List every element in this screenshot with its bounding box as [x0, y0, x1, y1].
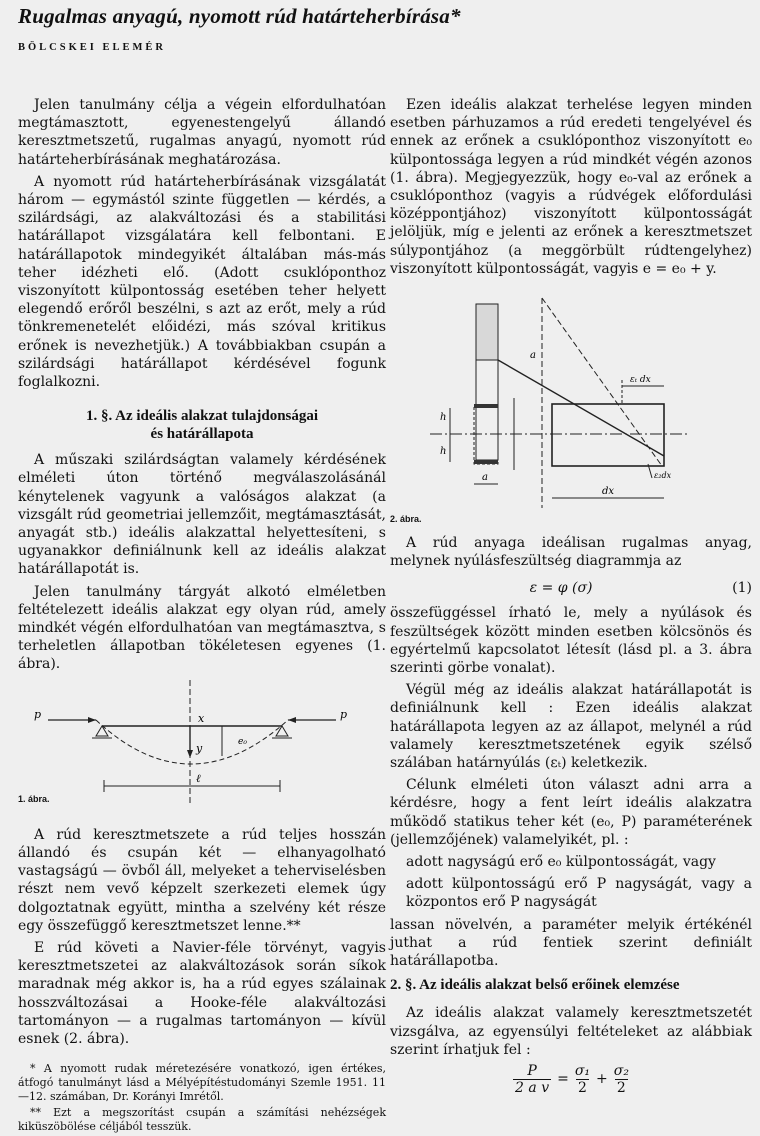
fraction-numerator: σ₂ [613, 1062, 629, 1079]
paragraph: E rúd követi a Navier-féle törvényt, vagyis keresztmetszetei az alakváltozások során síkok maradnak még akkor is, ha a rúd egyes szálainak hosszváltozásai a Hooke-féle alakváltozási tartományon — a rugalmas tartományon — kívül esnek (2. ábra). [18, 939, 386, 1047]
paragraph: A rúd anyaga ideálisan rugalmas anyag, melynek nyúlásfeszültség diagrammja az [390, 535, 752, 570]
figure-1-label: e₀ [238, 736, 247, 747]
figure-1-label: ℓ [196, 771, 201, 785]
list-item: adott külpontosságú erő P nagyságát, vagy a központos erő P nagyságát [406, 876, 752, 911]
equation-2 [390, 1063, 752, 1096]
figure-1-label: y [196, 741, 203, 755]
paragraph: A rúd keresztmetszete a rúd teljes hosszán állandó és csupán két — elhanyagolható vastagságú — övből áll, melyeket a teherviselésben részt nem vevő képzelt szerkezeti elemek úgy dolgoztatnak együtt, mintha a szelvény két része egy összefüggő keresztmetszet lenne.** [18, 826, 386, 934]
paragraph: Jelen tanulmány célja a végein elfordulhatóan megtámasztott, egyenestengelyű állandó keresztmetszetű, rugalmas anyagú, nyomott rúd határteherbírásának meghatározása. [18, 97, 386, 168]
footnote-divider [18, 1052, 386, 1062]
fraction-numerator: σ₁ [574, 1062, 591, 1079]
paragraph: Célunk elméleti úton választ adni arra a kérdésre, hogy a fent leírt ideális alakzatra működő statikus teher két (e₀, P) paraméterének (jellemzőjének) valamelyikét, pl. : [390, 777, 752, 848]
equation-1 [390, 580, 752, 596]
paragraph: Végül még az ideális alakzat határállapotát is definiálnunk kell : Ezen ideális alakzat határállapota legyen az az állapot, melynél a rúd valamely keresztmetszetének egyik szélső szálában határnyúlás (εₜ) keletkezik. [390, 682, 752, 772]
figure-2-label: ε₂dx [654, 471, 672, 481]
paragraph: A műszaki szilárdságtan valamely kérdésének elméleti úton történő megválaszolásánál kénytelenek vagyunk a valóságos alakzat (a vizsgált rúd geometriai jellemzőit, megtámasztását, anyagát stb.) ideális alakzattal helyettesíteni, s ugyanakkor definiálnunk kell az ideális alakzat határállapotát is. [18, 452, 386, 578]
fraction-denominator: 2 [577, 1079, 587, 1096]
figure-2-label: h [440, 412, 447, 424]
left-column [18, 96, 386, 1136]
figure-1 [18, 678, 386, 818]
fraction-denominator: 2 [616, 1079, 626, 1096]
section-heading [18, 407, 386, 443]
figure-2-label: a [530, 350, 536, 362]
figure-2-drawing [390, 288, 752, 518]
paragraph: lassan növelvén, a paraméter melyik értékénél juthat a rúd fentiek szerint definiált határállapotba. [390, 916, 752, 970]
option-list [390, 853, 752, 912]
figure-1-label: p [340, 707, 348, 721]
plus-sign: + [596, 1071, 608, 1088]
paragraph: Az ideális alakzat valamely keresztmetszetét vizsgálva, az egyensúlyi feltételeket az alábbiak szerint írhatjuk fel : [390, 1005, 752, 1058]
figure-2-label: a [482, 472, 488, 484]
fraction-numerator: P [527, 1062, 537, 1079]
footnote: * A nyomott rudak méretezésére vonatkozó, igen értékes, átfogó tanulmányt lásd a Mélyépítéstudományi Szemle 1951. 11—12. számában, Dr. Korányi Imrétől. [18, 1062, 386, 1104]
paragraph: A nyomott rúd határteherbírásának vizsgálatát három — egymástól szinte független — kérdés, a szilárdsági, az alakváltozási és a stabilitási határállapot vizsgálatára kell felbontani. E határállapotok mindegyikét általában más-más teher idézheti elő. (Adott csuklóponthoz viszonyított külpontosság esetében teher helyett elegendő erőről beszélni, s azt az erőt, mely a rúd tönkremenetelét előidézi, más szóval kritikus erőnek is nevezhetjük.) A továbbiakban csupán a szilárdsági határállapot kérdésével fogunk foglalkozni. [18, 173, 386, 391]
fraction-denominator: 2 a v [515, 1079, 550, 1096]
section-heading: 2. §. Az ideális alakzat belső erőinek elemzése [390, 977, 680, 994]
figure-1-label: p [34, 707, 42, 721]
figure-1-caption: 1. ábra. [18, 793, 50, 804]
figure-2-caption: 2. ábra. [390, 514, 422, 525]
paragraph: Jelen tanulmány tárgyát alkotó elméletben feltételezett ideális alakzat egy olyan rúd, amely mindkét végén elfordulhatóan van megtámasztva, s terheletlen állapotban tökéletesen egyenes (1. ábra). [18, 583, 386, 673]
figure-2 [390, 288, 752, 528]
paragraph: összefüggéssel írható le, mely a nyúlások és feszültségek között minden esetben kölcsönös és egyértelmű kapcsolatot létesít (lásd pl. a 3. ábra szerinti görbe vonalat). [390, 605, 752, 677]
equation-1-body: ε = φ (σ) [529, 580, 593, 597]
figure-2-label: h [440, 446, 447, 458]
equation-number: (1) [732, 580, 752, 597]
section-heading-line: és határállapota [150, 426, 254, 443]
article-title: Rugalmas anyagú, nyomott rúd határteherbírása* [18, 4, 461, 28]
figure-1-label: x [198, 711, 205, 725]
footnote: ** Ezt a megszorítást csupán a számítási nehézségek kiküszöbölése céljából tesszük. [18, 1106, 386, 1134]
figure-2-label: εₜ dx [630, 375, 651, 386]
figure-1-drawing [18, 678, 386, 808]
figure-2-label: dx [602, 486, 615, 498]
author: BÖLCSKEI ELEMÉR [18, 42, 166, 53]
paragraph: Ezen ideális alakzat terhelése legyen minden esetben párhuzamos a rúd eredeti tengelyével és ennek az erőnek a csuklóponthoz viszonyított e₀ külpontossága legyen a rúd mindkét végén azonos (1. ábra). Megjegyezzük, hogy e₀-val az erőnek a csuklóponthoz (vagyis a rúdvégek előfordulási középpontjához) viszonyított külpontosságát jelöljük, míg e jelenti az erőnek a keresztmetszet súlypontjához (a meggörbült rúdtengelyhez) viszonyított külpontosságát, vagyis e = e₀ + y. [390, 97, 752, 277]
right-column [390, 96, 752, 1096]
list-item: adott nagyságú erő e₀ külpontosságát, vagy [406, 854, 716, 871]
equals-sign: = [557, 1071, 569, 1088]
section-heading-line: 1. §. Az ideális alakzat tulajdonságai [85, 408, 319, 425]
